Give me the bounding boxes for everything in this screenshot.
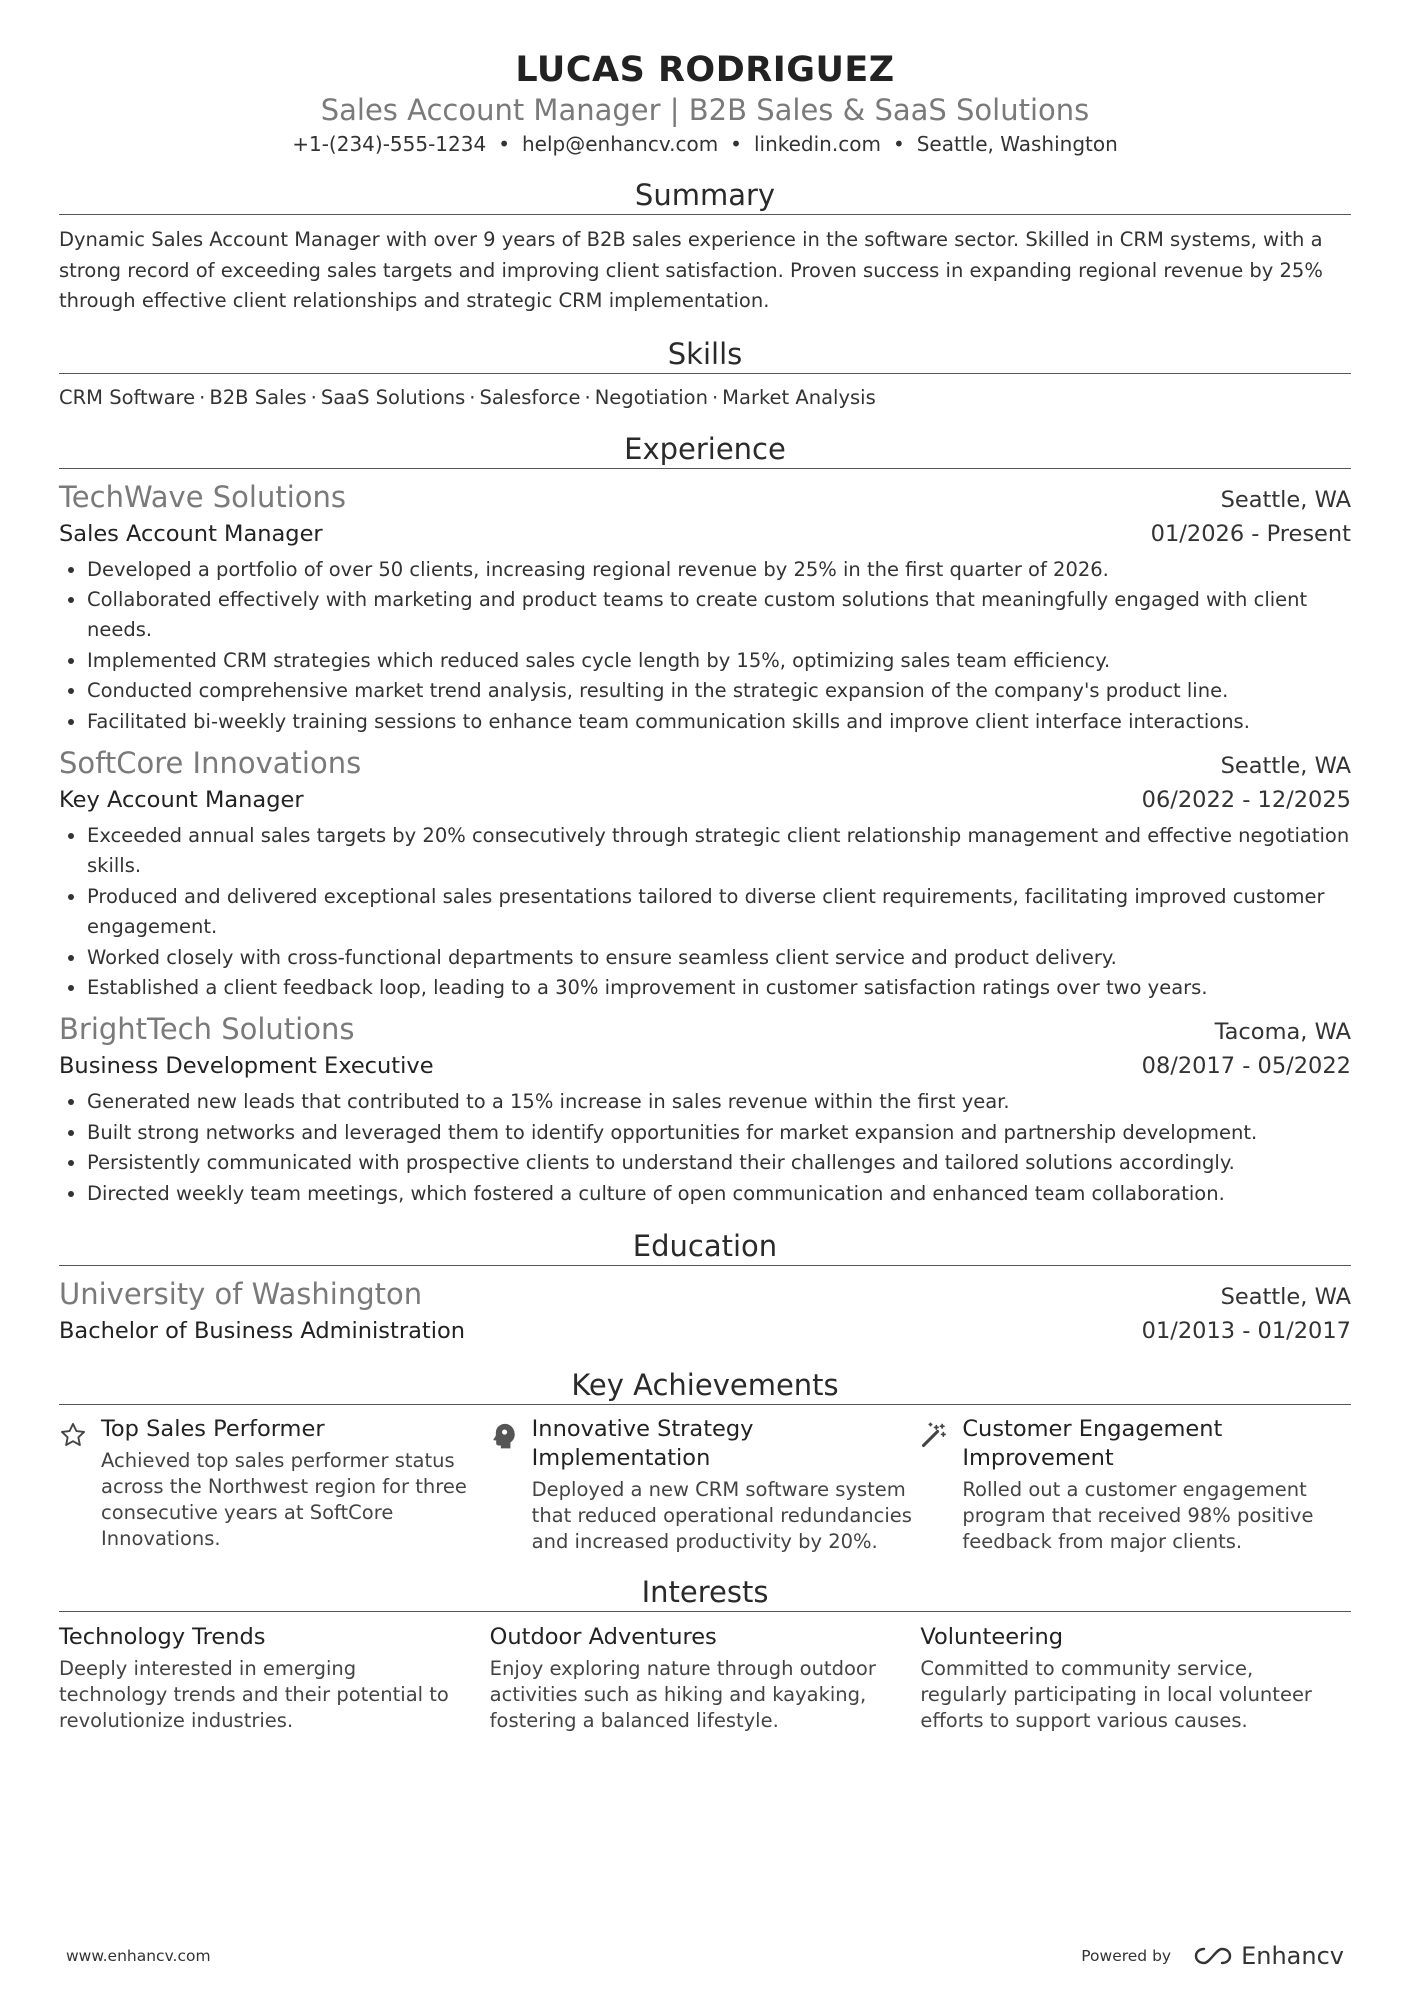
- interest-title: Outdoor Adventures: [489, 1624, 717, 1650]
- summary-text: Dynamic Sales Account Manager with over 9 years of B2B sales experience in the software sector. Skilled in CRM systems, with a strong record of exceeding sales targets and improving client satisfaction. Proven success in expanding regional revenue by 25% through effective client relationships and strategic CRM implementation.: [59, 228, 1323, 312]
- job-location: Tacoma, WA: [1214, 1019, 1351, 1046]
- achievement-title: Top Sales Performer: [101, 1416, 325, 1442]
- brand-logo[interactable]: [1193, 1942, 1344, 1970]
- school-name: University of Washington: [59, 1277, 423, 1311]
- job-dates: 06/2022 - 12/2025: [1141, 786, 1351, 813]
- separator-dot: •: [892, 132, 905, 156]
- section-divider: [59, 468, 1351, 469]
- education-entry: [59, 1276, 1351, 1348]
- bullet-item: • Worked closely with cross-functional departments to ensure seamless client service and product delivery.: [87, 943, 1351, 973]
- company-name: SoftCore Innovations: [59, 745, 362, 780]
- job-dates: 08/2017 - 05/2022: [1141, 1053, 1351, 1080]
- bullet-item: • Produced and delivered exceptional sales presentations tailored to diverse client requirements, facilitating improved customer engagement.: [87, 882, 1351, 943]
- section-title-interests: Interests: [641, 1575, 769, 1609]
- job-title: Key Account Manager: [59, 786, 304, 813]
- interest-item: [59, 1622, 490, 1734]
- interest-item: [920, 1622, 1351, 1734]
- bullet-item: • Conducted comprehensive market trend analysis, resulting in the strategic expansion of the company's product line.: [87, 676, 1351, 706]
- company-name: TechWave Solutions: [59, 479, 347, 514]
- powered-by: [1081, 1942, 1344, 1970]
- skill-item: Negotiation: [594, 385, 708, 409]
- separator-dot: •: [730, 132, 742, 156]
- interest-item: [490, 1622, 921, 1734]
- achievement-item: [490, 1415, 921, 1555]
- bullet-item: • Established a client feedback loop, leading to a 30% improvement in customer satisfaction ratings over two years.: [87, 973, 1351, 1003]
- star-icon: [59, 1415, 101, 1555]
- interest-title: Technology Trends: [59, 1624, 266, 1650]
- section-title-summary: Summary: [634, 178, 776, 212]
- bullet-item: • Directed weekly team meetings, which fostered a culture of open communication and enhanced team collaboration.: [87, 1179, 1351, 1209]
- contact-email[interactable]: help@enhancv.com: [522, 132, 719, 156]
- achievement-description: Deployed a new CRM software system that reduced operational redundancies and increased productivity by 20%.: [531, 1478, 912, 1553]
- brain-head-icon: [490, 1415, 532, 1555]
- skill-item: Market Analysis: [722, 385, 876, 409]
- bullet-item: • Facilitated bi-weekly training sessions to enhance team communication skills and improve client interface interactions.: [87, 707, 1351, 737]
- bullet-item: • Collaborated effectively with marketing and product teams to create custom solutions that meaningfully engaged with client needs.: [87, 585, 1351, 646]
- bullet-item: • Developed a portfolio of over 50 clients, increasing regional revenue by 25% in the first quarter of 2026.: [87, 555, 1351, 585]
- interests-grid: [59, 1622, 1351, 1734]
- enhancv-logo-icon: [1193, 1945, 1233, 1967]
- interest-description: Deeply interested in emerging technology trends and their potential to revolutionize industries.: [59, 1657, 449, 1732]
- footer-link[interactable]: www.enhancv.com: [66, 1947, 211, 1965]
- experience-entry: [59, 745, 1351, 1003]
- achievement-title: Customer Engagement Improvement: [962, 1416, 1223, 1471]
- skill-item: SaaS Solutions: [320, 385, 466, 409]
- school-location: Seattle, WA: [1220, 1284, 1351, 1310]
- achievement-description: Achieved top sales performer status across the Northwest region for three consecutive years at SoftCore Innovations.: [101, 1449, 467, 1550]
- candidate-headline: Sales Account Manager | B2B Sales & SaaS Solutions: [320, 93, 1090, 127]
- contact-location: Seattle, Washington: [916, 132, 1118, 156]
- achievement-item: [59, 1415, 490, 1555]
- interest-description: Committed to community service, regularly participating in local volunteer efforts to support various causes.: [920, 1657, 1312, 1732]
- section-divider: [59, 1404, 1351, 1405]
- section-divider: [59, 214, 1351, 215]
- bullet-item: • Built strong networks and leveraged them to identify opportunities for market expansion and partnership development.: [87, 1118, 1351, 1148]
- section-divider: [59, 1611, 1351, 1612]
- job-location: Seattle, WA: [1220, 752, 1351, 779]
- candidate-name: LUCAS RODRIGUEZ: [515, 50, 895, 90]
- interest-description: Enjoy exploring nature through outdoor activities such as hiking and kayaking, fostering a balanced lifestyle.: [489, 1657, 876, 1732]
- skills-list: CRM Software · B2B Sales · SaaS Solutions · Salesforce · Negotiation · Market Analysis: [59, 385, 876, 409]
- section-title-education: Education: [632, 1229, 778, 1263]
- achievements-grid: [59, 1415, 1351, 1555]
- company-name: BrightTech Solutions: [59, 1012, 355, 1047]
- section-title-experience: Experience: [624, 431, 786, 466]
- skill-item: Salesforce: [479, 385, 581, 409]
- experience-entry: [59, 1011, 1351, 1209]
- section-divider: [59, 373, 1351, 374]
- contact-phone[interactable]: +1-(234)-555-1234: [292, 132, 487, 156]
- section-title-achievements: Key Achievements: [571, 1368, 839, 1402]
- bullet-item: • Generated new leads that contributed to a 15% increase in sales revenue within the first year.: [87, 1087, 1351, 1117]
- contact-line: [59, 130, 1351, 158]
- contact-linkedin[interactable]: linkedin.com: [753, 132, 881, 156]
- job-dates: 01/2026 - Present: [1150, 520, 1351, 547]
- resume-header: [59, 48, 1351, 158]
- job-bullets: [59, 555, 1351, 737]
- job-bullets: [59, 1087, 1351, 1209]
- job-bullets: [59, 821, 1351, 1003]
- achievement-description: Rolled out a customer engagement program that received 98% positive feedback from major clients.: [962, 1478, 1314, 1553]
- separator-dot: •: [498, 132, 510, 156]
- bullet-item: • Implemented CRM strategies which reduced sales cycle length by 15%, optimizing sales team efficiency.: [87, 646, 1351, 676]
- section-divider: [59, 1265, 1351, 1266]
- education-dates: 01/2013 - 01/2017: [1141, 1318, 1351, 1344]
- page-footer: [66, 1942, 1344, 1970]
- powered-by-label: Powered by: [1081, 1947, 1172, 1965]
- skill-item: CRM Software: [59, 385, 196, 409]
- section-title-skills: Skills: [667, 336, 743, 371]
- bullet-item: • Exceeded annual sales targets by 20% consecutively through strategic client relationship management and effective negotiation skills.: [87, 821, 1351, 882]
- achievement-title: Innovative Strategy Implementation: [531, 1416, 754, 1471]
- magic-wand-icon: [920, 1415, 962, 1555]
- degree: Bachelor of Business Administration: [59, 1318, 465, 1344]
- brand-name: Enhancv: [1241, 1942, 1344, 1970]
- bullet-item: • Persistently communicated with prospective clients to understand their challenges and tailored solutions accordingly.: [87, 1148, 1351, 1178]
- job-title: Business Development Executive: [59, 1053, 434, 1080]
- skill-item: B2B Sales: [209, 385, 307, 409]
- experience-entry: [59, 479, 1351, 737]
- job-location: Seattle, WA: [1220, 486, 1351, 513]
- job-title: Sales Account Manager: [59, 520, 323, 547]
- interest-title: Volunteering: [920, 1624, 1064, 1650]
- achievement-item: [920, 1415, 1351, 1555]
